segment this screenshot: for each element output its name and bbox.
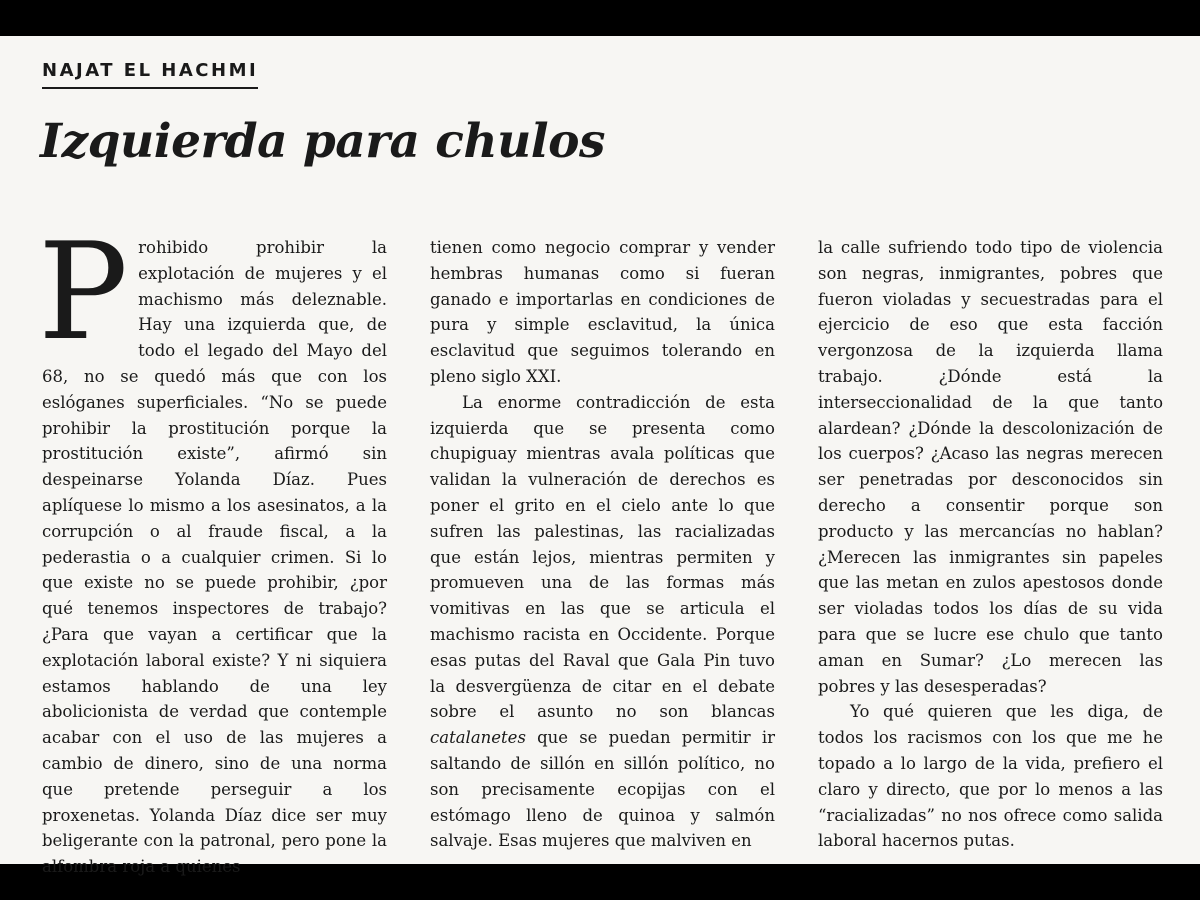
article-column-3	[818, 235, 1163, 854]
article-column-2	[430, 235, 775, 854]
paragraph	[38, 214, 387, 880]
paragraph	[430, 390, 775, 854]
newspaper-page	[0, 36, 1200, 877]
paragraph: tienen como negocio comprar y vender hembras humanas como si fueran ganado e importarlas en condiciones de pura y simple esclavitud, la única esclavitud que seguimos tolerando en pleno siglo XXI.	[430, 238, 775, 386]
paragraph: Yo qué quieren que les diga, de todos los racismos con los que me he topado a lo largo de la vida, prefiero el claro y directo, que por lo menos a las “racializadas” no nos ofrece como salida laboral hacernos putas.	[818, 702, 1163, 851]
paragraph-text: La enorme contradicción de esta izquierda que se presenta como chupiguay mientras avala políticas que validan la vulneración de derechos es poner el grito en el cielo ante lo que sufren las palestinas, las racializadas que están lejos, mientras permiten y promueven una de las formas más vomitivas en las que se articula el machismo racista en Occidente. Porque esas putas del Raval que Gala Pin tuvo la desvergüenza de citar en el debate sobre el asunto no son blancas	[430, 392, 775, 722]
paragraph: la calle sufriendo todo tipo de violencia son negras, inmigrantes, pobres que fueron violadas y secuestradas para el ejercicio de eso que esta facción vergonzosa de la izquierda llama trabajo. ¿Dónde está la interseccionalidad de la que tanto alardean? ¿Dónde la descolonización de los cuerpos? ¿Acaso las negras merecen ser penetradas por desconocidos sin derecho a consentir porque son producto y las mercancías no hablan? ¿Merecen las inmigrantes sin papeles que las metan en zulos apestosos donde ser violadas todos los días de su vida para que se lucre ese chulo que tanto aman en Sumar? ¿Lo merecen las pobres y las desesperadas?	[818, 238, 1163, 696]
paragraph-text: rohibido prohibir la explotación de mujeres y el machismo más deleznable. Hay una izquierda que, de todo el legado del Mayo del 68, no se quedó más que con los eslóganes superficiales. “No se puede prohibir la prostitución porque la prostitución existe”, afirmó sin despeinarse Yolanda Díaz. Pues aplíquese lo mismo a los asesinatos, a la corrupción o al fraude fiscal, a la pederastia o a cualquier crimen. Si lo que existe no se puede prohibir, ¿por qué tenemos inspectores de trabajo? ¿Para que vayan a certificar que la explotación laboral existe? Y ni siquiera estamos hablando de una ley abolicionista de verdad que contemple acabar con el uso de las mujeres a cambio de dinero, sino de una norma que pretende perseguir a los proxenetas. Yolanda Díaz dice ser muy beligerante con la patronal, pero pone la alfombra roja a quienes	[42, 238, 387, 877]
italic-term: catalanetes	[430, 728, 526, 748]
article-column-1	[38, 214, 387, 880]
drop-cap: P	[38, 214, 129, 370]
author-byline: NAJAT EL HACHMI	[42, 60, 258, 89]
paragraph-text: que se puedan permitir ir saltando de sillón en sillón político, no son precisamente ecopijas con el estómago lleno de quinoa y salmón salvaje. Esas mujeres que malviven en	[430, 728, 775, 851]
article-headline: Izquierda para chulos	[40, 114, 605, 169]
